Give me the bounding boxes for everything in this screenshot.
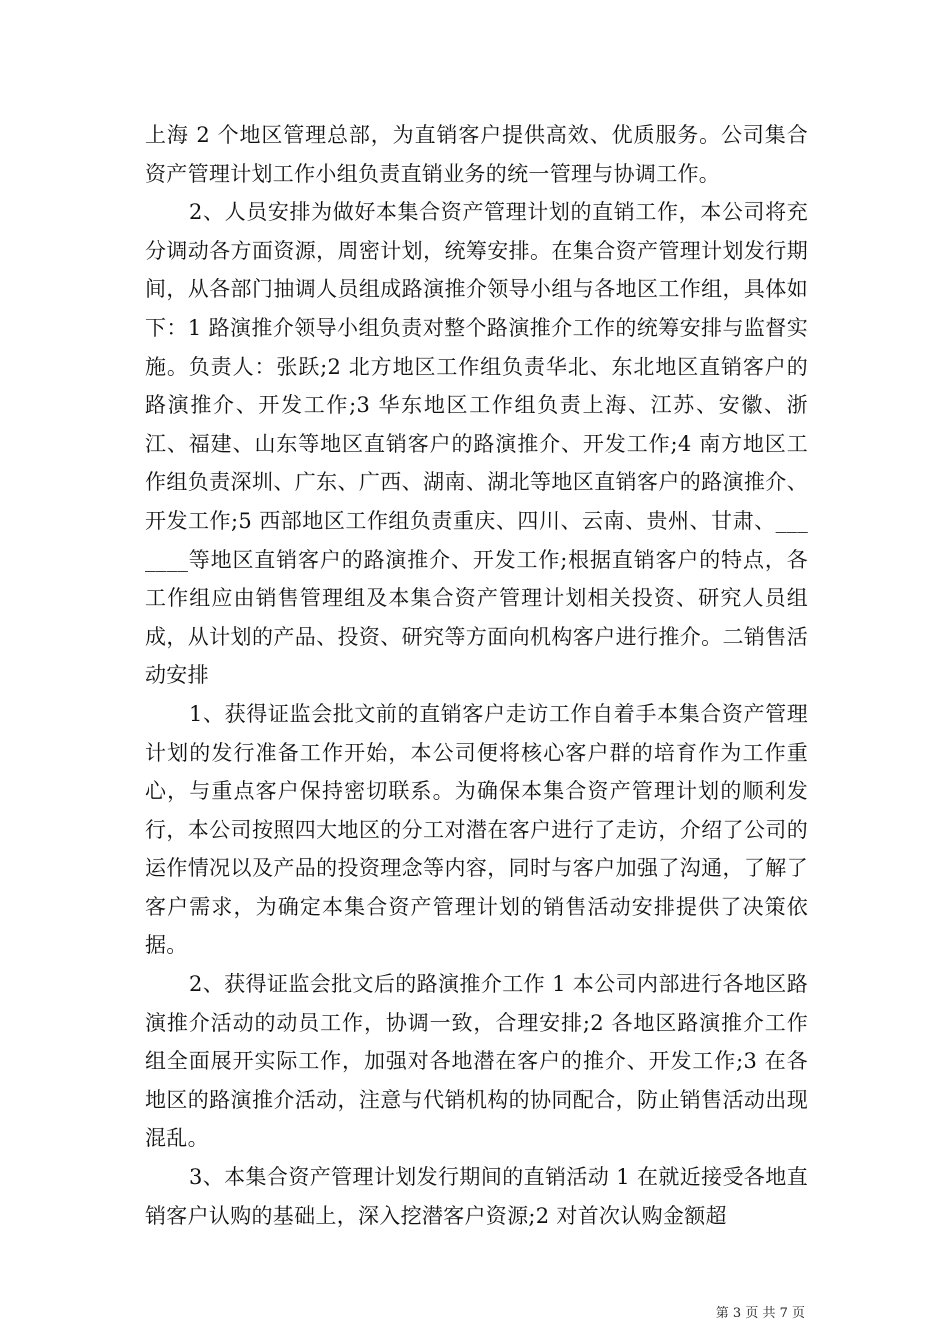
paragraph-staffing: 2、人员安排为做好本集合资产管理计划的直销工作，本公司将充分调动各方面资源，周密计划，统筹安排。在集合资产管理计划发行期间，从各部门抽调人员组成路演推介领导小组与各地区工作组，具体如下：1 路演推介领导小组负责对整个路演推介工作的统筹安排与监督实施。负责人：张跃;2 北方地区工作组负责华北、东北地区直销客户的路演推介、开发工作;3 华东地区工作组负责上海、江苏、安徽、浙江、福建、山东等地区直销客户的路演推介、开发工作;4 南方地区工作组负责深圳、广东、广西、湖南、湖北等地区直销客户的路演推介、开发工作;5 西部地区工作组负责重庆、四川、云南、贵州、甘肃、_______等地区直销客户的路演推介、开发工作;根据直销客户的特点，各工作组应由销售管理组及本集合资产管理计划相关投资、研究人员组成，从计划的产品、投资、研究等方面向机构客户进行推介。二销售活动安排 [145, 200, 808, 688]
paragraph-continuation: 上海 2 个地区管理总部，为直销客户提供高效、优质服务。公司集合资产管理计划工作小组负责直销业务的统一管理与协调工作。 [145, 123, 808, 186]
document-body [145, 116, 808, 1235]
paragraph-pre-approval-visits: 1、获得证监会批文前的直销客户走访工作自着手本集合资产管理计划的发行准备工作开始，本公司便将核心客户群的培育作为工作重心，与重点客户保持密切联系。为确保本集合资产管理计划的顺利发行，本公司按照四大地区的分工对潜在客户进行了走访，介绍了公司的运作情况以及产品的投资理念等内容，同时与客户加强了沟通，了解了客户需求，为确定本集合资产管理计划的销售活动安排提供了决策依据。 [145, 701, 808, 958]
paragraph-roadshow: 2、获得证监会批文后的路演推介工作 1 本公司内部进行各地区路演推介活动的动员工作，协调一致，合理安排;2 各地区路演推介工作组全面展开实际工作，加强对各地潜在客户的推介、开发工作;3 在各地区的路演推介活动，注意与代销机构的协同配合，防止销售活动出现混乱。 [145, 972, 808, 1151]
page-number-footer: 第 3 页 共 7 页 [715, 1306, 805, 1321]
paragraph-direct-sales: 3、本集合资产管理计划发行期间的直销活动 1 在就近接受各地直销客户认购的基础上，深入挖潜客户资源;2 对首次认购金额超 [145, 1165, 808, 1228]
